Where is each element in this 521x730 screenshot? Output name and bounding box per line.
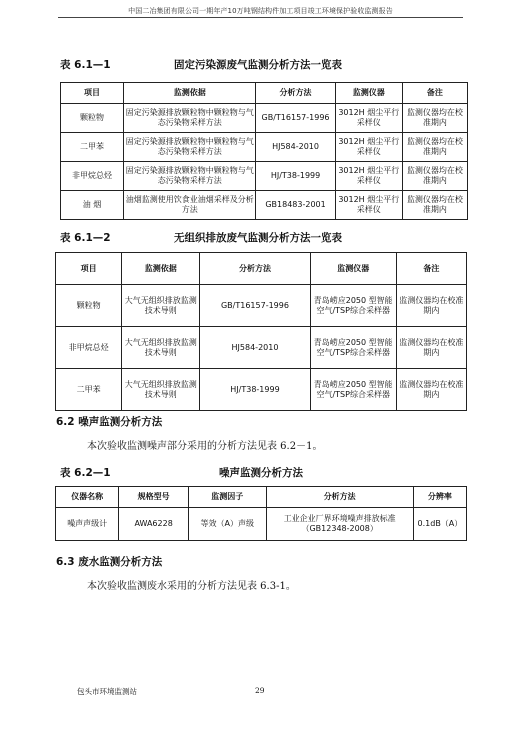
table-cell: 3012H 烟尘平行采样仪: [335, 191, 402, 220]
table-row: [61, 133, 468, 162]
section-6-3-heading: 6.3 废水监测分析方法: [56, 556, 163, 568]
table-cell: GB/T16157-1996: [256, 104, 335, 133]
table-cell: AWA6228: [119, 508, 189, 541]
table-cell: 青岛崂应2050 型智能空气/TSP综合采样器: [310, 285, 396, 327]
table1-title: 固定污染源废气监测分析方法一览表: [174, 59, 342, 71]
column-header: 分析方法: [200, 253, 310, 285]
column-header: 监测仪器: [335, 83, 402, 104]
column-header: 分析方法: [266, 487, 413, 508]
table-row: [61, 104, 468, 133]
section-6-2-paragraph: 本次验收监测噪声部分采用的分析方法见表 6.2－1。: [87, 441, 323, 452]
header-rule: [58, 17, 463, 18]
column-header: 分辨率: [413, 487, 466, 508]
table-row: [56, 508, 467, 541]
column-header: 备注: [402, 83, 467, 104]
table-cell: 二甲苯: [56, 369, 122, 411]
column-header: 仪器名称: [56, 487, 119, 508]
table1-number: 表 6.1—1: [60, 59, 111, 71]
table1: [60, 82, 468, 220]
table-row: [56, 327, 467, 369]
column-header: 项目: [56, 253, 122, 285]
table-cell: 青岛崂应2050 型智能空气/TSP综合采样器: [310, 327, 396, 369]
table-cell: 油烟监测使用饮食业油烟采样及分析方法: [124, 191, 256, 220]
table-cell: HJ/T38-1999: [200, 369, 310, 411]
table2-title: 无组织排放废气监测分析方法一览表: [174, 232, 342, 244]
table-cell: GB/T16157-1996: [200, 285, 310, 327]
table2: [55, 252, 467, 411]
table-cell: 固定污染源排放颗粒物中颗粒物与气态污染物采样方法: [124, 104, 256, 133]
section-6-3-paragraph: 本次验收监测废水采用的分析方法见表 6.3-1。: [87, 581, 296, 592]
column-header: 备注: [396, 253, 466, 285]
table-cell: 监测仪器均在校准期内: [396, 369, 466, 411]
table-cell: 0.1dB（A）: [413, 508, 466, 541]
table-cell: 大气无组织排放监测技术导则: [122, 327, 200, 369]
column-header: 监测因子: [188, 487, 266, 508]
table-cell: 监测仪器均在校准期内: [402, 104, 467, 133]
table-cell: 二甲苯: [61, 133, 124, 162]
section-6-2-heading: 6.2 噪声监测分析方法: [56, 416, 163, 428]
footer-organization: 包头市环境监测站: [77, 687, 137, 696]
table-row: [61, 191, 468, 220]
table-row: [61, 162, 468, 191]
table-cell: 青岛崂应2050 型智能空气/TSP综合采样器: [310, 369, 396, 411]
column-header: 监测仪器: [310, 253, 396, 285]
column-header: 分析方法: [256, 83, 335, 104]
table-cell: 大气无组织排放监测技术导则: [122, 369, 200, 411]
table-cell: HJ584-2010: [256, 133, 335, 162]
table-cell: HJ/T38-1999: [256, 162, 335, 191]
table-cell: 3012H 烟尘平行采样仪: [335, 133, 402, 162]
table-cell: 监测仪器均在校准期内: [396, 327, 466, 369]
column-header: 监测依据: [122, 253, 200, 285]
table-cell: 监测仪器均在校准期内: [402, 133, 467, 162]
table-cell: 固定污染源排放颗粒物中颗粒物与气态污染物采样方法: [124, 162, 256, 191]
table-cell: 非甲烷总烃: [61, 162, 124, 191]
table-header-row: [56, 487, 467, 508]
table3-caption: [60, 465, 460, 479]
table-header-row: [56, 253, 467, 285]
table-cell: 非甲烷总烃: [56, 327, 122, 369]
table-row: [56, 369, 467, 411]
table3-number: 表 6.2—1: [60, 467, 111, 479]
table1-caption: [60, 57, 460, 71]
page-header: 中国二冶集团有限公司一期年产10万吨钢结构件加工项目竣工环境保护验收监测报告: [128, 7, 393, 15]
table-row: [56, 285, 467, 327]
table-cell: HJ584-2010: [200, 327, 310, 369]
column-header: 规格型号: [119, 487, 189, 508]
table-cell: 监测仪器均在校准期内: [402, 191, 467, 220]
table2-number: 表 6.1—2: [60, 232, 111, 244]
table-cell: 3012H 烟尘平行采样仪: [335, 162, 402, 191]
table-cell: 监测仪器均在校准期内: [396, 285, 466, 327]
table-cell: 噪声声级计: [56, 508, 119, 541]
page-number: 29: [255, 686, 265, 695]
table-cell: 油 烟: [61, 191, 124, 220]
table3-title: 噪声监测分析方法: [219, 467, 303, 479]
table-cell: 大气无组织排放监测技术导则: [122, 285, 200, 327]
table-header-row: [61, 83, 468, 104]
table-cell: 工业企业厂界环境噪声排放标准（GB12348-2008）: [266, 508, 413, 541]
table-cell: 颗粒物: [61, 104, 124, 133]
table2-caption: [60, 230, 460, 244]
column-header: 监测依据: [124, 83, 256, 104]
table-cell: GB18483-2001: [256, 191, 335, 220]
table3: [55, 486, 467, 541]
column-header: 项目: [61, 83, 124, 104]
table-cell: 3012H 烟尘平行采样仪: [335, 104, 402, 133]
table-cell: 颗粒物: [56, 285, 122, 327]
table-cell: 监测仪器均在校准期内: [402, 162, 467, 191]
table-cell: 等效（A）声级: [188, 508, 266, 541]
table-cell: 固定污染源排放颗粒物中颗粒物与气态污染物采样方法: [124, 133, 256, 162]
